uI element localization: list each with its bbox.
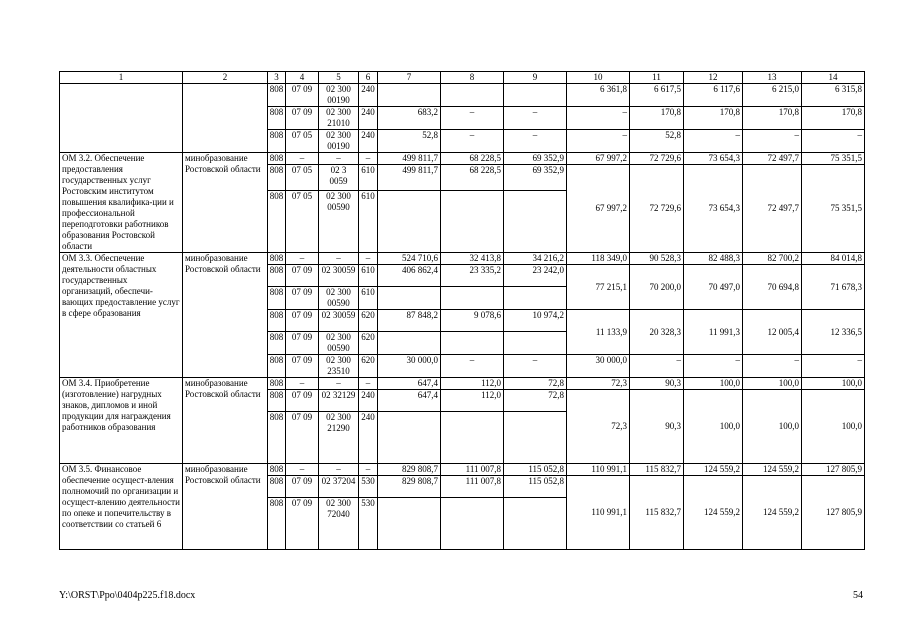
value-cell: 110 991,1: [567, 464, 630, 476]
value-cell: 68 228,5: [441, 153, 504, 165]
value-cell: [504, 287, 567, 310]
value-cell: 69 352,9: [504, 153, 567, 165]
value-cell: 90,3: [630, 390, 684, 464]
file-path: Y:\ORST\Ppo\0404p225.f18.docx: [59, 590, 196, 601]
value-cell: 87 848,2: [378, 310, 441, 332]
grbs-cell: 808: [268, 191, 286, 253]
value-cell: 6 117,6: [684, 84, 743, 107]
grbs-cell: 808: [268, 355, 286, 378]
value-cell: –: [504, 355, 567, 378]
grbs-cell: 808: [268, 378, 286, 390]
value-cell: –: [802, 130, 865, 153]
value-cell: [504, 191, 567, 253]
value-cell: 71 678,3: [802, 265, 865, 310]
measure-name-cell: [60, 84, 183, 153]
value-cell: 9 078,6: [441, 310, 504, 332]
value-cell: [378, 287, 441, 310]
header-cell: 4: [286, 72, 319, 84]
value-cell: 100,0: [743, 378, 802, 390]
header-cell: 13: [743, 72, 802, 84]
value-cell: 124 559,2: [684, 464, 743, 476]
value-cell: 72 497,7: [743, 165, 802, 253]
header-cell: 2: [183, 72, 268, 84]
value-cell: 100,0: [684, 378, 743, 390]
value-cell: [441, 332, 504, 355]
measure-name-cell: ОМ 3.3. Обеспечение деятельности областных государственных организаций, обеспечи-вающих предоставление услуг в сфере образования: [60, 253, 183, 378]
csr-cell: 02 300 00190: [319, 130, 359, 153]
value-cell: 73 654,3: [684, 153, 743, 165]
value-cell: 75 351,5: [802, 153, 865, 165]
value-cell: 124 559,2: [743, 476, 802, 550]
grbs-cell: 808: [268, 390, 286, 412]
header-cell: 3: [268, 72, 286, 84]
rzpr-cell: 07 09: [286, 412, 319, 464]
value-cell: –: [567, 107, 630, 130]
value-cell: 100,0: [684, 390, 743, 464]
rzpr-cell: 07 09: [286, 355, 319, 378]
table-row: [60, 84, 865, 107]
value-cell: –: [504, 130, 567, 153]
vr-cell: 620: [359, 355, 378, 378]
grbs-cell: 808: [268, 412, 286, 464]
value-cell: 84 014,8: [802, 253, 865, 265]
value-cell: [378, 412, 441, 464]
value-cell: –: [441, 107, 504, 130]
rzpr-cell: 07 05: [286, 165, 319, 191]
vr-cell: 530: [359, 498, 378, 550]
header-cell: 5: [319, 72, 359, 84]
value-cell: 499 811,7: [378, 165, 441, 191]
value-cell: 6 361,8: [567, 84, 630, 107]
csr-cell: 02 32129: [319, 390, 359, 412]
value-cell: –: [504, 107, 567, 130]
rzpr-cell: –: [286, 153, 319, 165]
header-cell: 12: [684, 72, 743, 84]
grbs-cell: 808: [268, 153, 286, 165]
rzpr-cell: 07 09: [286, 107, 319, 130]
value-cell: 115 832,7: [630, 464, 684, 476]
value-cell: 69 352,9: [504, 165, 567, 191]
header-cell: 7: [378, 72, 441, 84]
value-cell: 6 215,0: [743, 84, 802, 107]
csr-cell: 02 30059: [319, 310, 359, 332]
value-cell: 30 000,0: [567, 355, 630, 378]
rzpr-cell: 07 05: [286, 130, 319, 153]
value-cell: 52,8: [630, 130, 684, 153]
value-cell: 10 974,2: [504, 310, 567, 332]
vr-cell: 240: [359, 107, 378, 130]
executor-cell: минобразование Ростовской области: [183, 464, 268, 550]
csr-cell: –: [319, 153, 359, 165]
vr-cell: 240: [359, 412, 378, 464]
measure-name-cell: ОМ 3.2. Обеспечение предоставления государственных услуг Ростовским институтом повышения квалифика-ции и профессиональной переподготовки работников образования Ростовской области: [60, 153, 183, 253]
vr-cell: 240: [359, 390, 378, 412]
value-cell: 647,4: [378, 390, 441, 412]
value-cell: 23 335,2: [441, 265, 504, 287]
vr-cell: –: [359, 153, 378, 165]
value-cell: [378, 332, 441, 355]
value-cell: 115 052,8: [504, 464, 567, 476]
value-cell: 70 200,0: [630, 265, 684, 310]
value-cell: 72,3: [567, 390, 630, 464]
vr-cell: 620: [359, 310, 378, 332]
value-cell: [441, 498, 504, 550]
rzpr-cell: 07 09: [286, 498, 319, 550]
grbs-cell: 808: [268, 84, 286, 107]
value-cell: –: [743, 355, 802, 378]
value-cell: [441, 84, 504, 107]
table-row: [60, 153, 865, 165]
value-cell: 124 559,2: [684, 476, 743, 550]
value-cell: 406 862,4: [378, 265, 441, 287]
grbs-cell: 808: [268, 165, 286, 191]
value-cell: 12 336,5: [802, 310, 865, 355]
value-cell: 72,8: [504, 390, 567, 412]
value-cell: [504, 498, 567, 550]
value-cell: 34 216,2: [504, 253, 567, 265]
value-cell: 170,8: [684, 107, 743, 130]
value-cell: 82 700,2: [743, 253, 802, 265]
vr-cell: 610: [359, 191, 378, 253]
value-cell: 499 811,7: [378, 153, 441, 165]
value-cell: 75 351,5: [802, 165, 865, 253]
budget-table: [59, 71, 865, 550]
table-row: [60, 464, 865, 476]
grbs-cell: 808: [268, 332, 286, 355]
value-cell: 100,0: [802, 390, 865, 464]
value-cell: –: [684, 355, 743, 378]
csr-cell: 02 300 00590: [319, 191, 359, 253]
rzpr-cell: 07 09: [286, 84, 319, 107]
value-cell: 72 729,6: [630, 153, 684, 165]
value-cell: 170,8: [802, 107, 865, 130]
value-cell: 100,0: [743, 390, 802, 464]
header-cell: 10: [567, 72, 630, 84]
value-cell: 30 000,0: [378, 355, 441, 378]
value-cell: 100,0: [802, 378, 865, 390]
value-cell: 6 617,5: [630, 84, 684, 107]
value-cell: 68 228,5: [441, 165, 504, 191]
table-row: [60, 253, 865, 265]
csr-cell: –: [319, 464, 359, 476]
grbs-cell: 808: [268, 287, 286, 310]
value-cell: 170,8: [630, 107, 684, 130]
value-cell: –: [630, 355, 684, 378]
measure-name-cell: ОМ 3.5. Финансовое обеспечение осущест-вления полномочий по организации и осущест-влению деятельности по опеке и попечительству в соответствии со статьей 6: [60, 464, 183, 550]
value-cell: [504, 332, 567, 355]
value-cell: –: [441, 130, 504, 153]
value-cell: 90 528,3: [630, 253, 684, 265]
value-cell: 124 559,2: [743, 464, 802, 476]
csr-cell: –: [319, 378, 359, 390]
value-cell: 23 242,0: [504, 265, 567, 287]
value-cell: 72,8: [504, 378, 567, 390]
vr-cell: 240: [359, 84, 378, 107]
header-row: [60, 72, 865, 84]
value-cell: –: [684, 130, 743, 153]
vr-cell: –: [359, 464, 378, 476]
value-cell: 647,4: [378, 378, 441, 390]
value-cell: [378, 191, 441, 253]
grbs-cell: 808: [268, 253, 286, 265]
vr-cell: –: [359, 378, 378, 390]
rzpr-cell: –: [286, 253, 319, 265]
header-cell: 1: [60, 72, 183, 84]
csr-cell: 02 300 21010: [319, 107, 359, 130]
value-cell: [378, 84, 441, 107]
value-cell: 11 991,3: [684, 310, 743, 355]
csr-cell: 02 30059: [319, 265, 359, 287]
csr-cell: 02 300 00590: [319, 332, 359, 355]
value-cell: 72 729,6: [630, 165, 684, 253]
value-cell: 20 328,3: [630, 310, 684, 355]
value-cell: 82 488,3: [684, 253, 743, 265]
executor-cell: [183, 84, 268, 153]
grbs-cell: 808: [268, 265, 286, 287]
value-cell: 118 349,0: [567, 253, 630, 265]
header-cell: 6: [359, 72, 378, 84]
table-row: [60, 378, 865, 390]
vr-cell: 530: [359, 476, 378, 498]
rzpr-cell: 07 05: [286, 191, 319, 253]
rzpr-cell: 07 09: [286, 332, 319, 355]
executor-cell: минобразование Ростовской области: [183, 378, 268, 464]
grbs-cell: 808: [268, 310, 286, 332]
csr-cell: 02 37204: [319, 476, 359, 498]
rzpr-cell: 07 09: [286, 390, 319, 412]
rzpr-cell: –: [286, 378, 319, 390]
value-cell: 73 654,3: [684, 165, 743, 253]
value-cell: –: [802, 355, 865, 378]
csr-cell: –: [319, 253, 359, 265]
value-cell: 110 991,1: [567, 476, 630, 550]
vr-cell: 610: [359, 165, 378, 191]
value-cell: [378, 498, 441, 550]
executor-cell: минобразование Ростовской области: [183, 153, 268, 253]
value-cell: 829 808,7: [378, 464, 441, 476]
csr-cell: 02 3 0059: [319, 165, 359, 191]
value-cell: 170,8: [743, 107, 802, 130]
csr-cell: 02 300 23510: [319, 355, 359, 378]
value-cell: 112,0: [441, 378, 504, 390]
executor-cell: минобразование Ростовской области: [183, 253, 268, 378]
value-cell: 683,2: [378, 107, 441, 130]
header-cell: 11: [630, 72, 684, 84]
value-cell: 127 805,9: [802, 476, 865, 550]
grbs-cell: 808: [268, 107, 286, 130]
value-cell: 111 007,8: [441, 464, 504, 476]
value-cell: –: [567, 130, 630, 153]
csr-cell: 02 300 72040: [319, 498, 359, 550]
grbs-cell: 808: [268, 130, 286, 153]
value-cell: 111 007,8: [441, 476, 504, 498]
value-cell: 524 710,6: [378, 253, 441, 265]
value-cell: [441, 191, 504, 253]
value-cell: 12 005,4: [743, 310, 802, 355]
rzpr-cell: –: [286, 464, 319, 476]
value-cell: 52,8: [378, 130, 441, 153]
rzpr-cell: 07 09: [286, 265, 319, 287]
value-cell: 72,3: [567, 378, 630, 390]
header-cell: 9: [504, 72, 567, 84]
value-cell: –: [441, 355, 504, 378]
vr-cell: 610: [359, 265, 378, 287]
value-cell: 829 808,7: [378, 476, 441, 498]
value-cell: [441, 412, 504, 464]
value-cell: 115 832,7: [630, 476, 684, 550]
value-cell: –: [743, 130, 802, 153]
value-cell: 67 997,2: [567, 153, 630, 165]
grbs-cell: 808: [268, 498, 286, 550]
value-cell: 72 497,7: [743, 153, 802, 165]
vr-cell: 240: [359, 130, 378, 153]
value-cell: 70 497,0: [684, 265, 743, 310]
value-cell: [504, 84, 567, 107]
rzpr-cell: 07 09: [286, 310, 319, 332]
rzpr-cell: 07 09: [286, 287, 319, 310]
csr-cell: 02 300 21290: [319, 412, 359, 464]
rzpr-cell: 07 09: [286, 476, 319, 498]
value-cell: 11 133,9: [567, 310, 630, 355]
value-cell: 115 052,8: [504, 476, 567, 498]
grbs-cell: 808: [268, 464, 286, 476]
header-cell: 8: [441, 72, 504, 84]
value-cell: 90,3: [630, 378, 684, 390]
csr-cell: 02 300 00190: [319, 84, 359, 107]
value-cell: 112,0: [441, 390, 504, 412]
header-cell: 14: [802, 72, 865, 84]
value-cell: [504, 412, 567, 464]
value-cell: [441, 287, 504, 310]
grbs-cell: 808: [268, 476, 286, 498]
vr-cell: 620: [359, 332, 378, 355]
value-cell: 6 315,8: [802, 84, 865, 107]
csr-cell: 02 300 00590: [319, 287, 359, 310]
value-cell: 127 805,9: [802, 464, 865, 476]
measure-name-cell: ОМ 3.4. Приобретение (изготовление) нагрудных знаков, дипломов и иной продукции для награждения работников образования: [60, 378, 183, 464]
vr-cell: 610: [359, 287, 378, 310]
value-cell: 67 997,2: [567, 165, 630, 253]
page-number: 54: [853, 590, 863, 601]
vr-cell: –: [359, 253, 378, 265]
value-cell: 77 215,1: [567, 265, 630, 310]
value-cell: 32 413,8: [441, 253, 504, 265]
value-cell: 70 694,8: [743, 265, 802, 310]
